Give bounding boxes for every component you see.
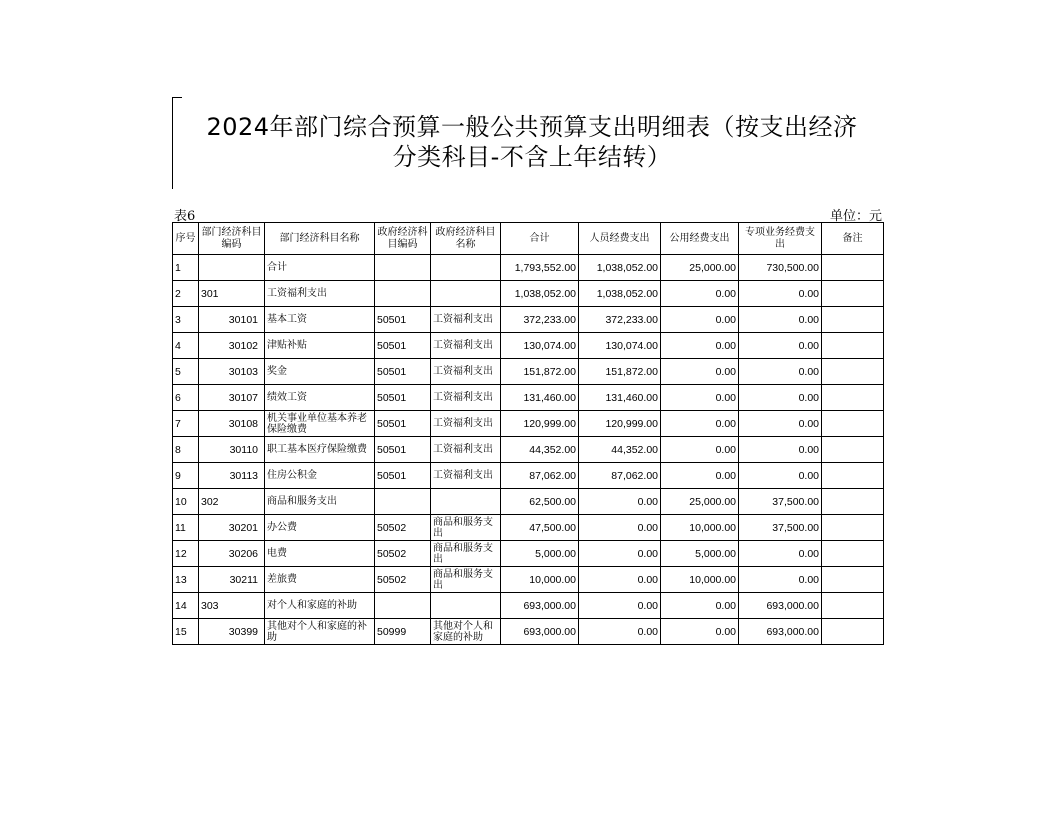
cell-remark [822,463,884,489]
cell-public: 25,000.00 [661,489,739,515]
cell-dept-name: 对个人和家庭的补助 [265,593,375,619]
table-row [173,307,884,333]
cell-personnel: 0.00 [579,619,661,645]
table-row [173,489,884,515]
budget-table [172,222,884,645]
cell-public: 0.00 [661,359,739,385]
table-header-row [173,223,884,255]
cell-special: 0.00 [739,463,822,489]
cell-personnel: 1,038,052.00 [579,281,661,307]
cell-gov-code: 50501 [375,437,431,463]
cell-seq: 15 [173,619,199,645]
cell-dept-name: 商品和服务支出 [265,489,375,515]
cell-public: 0.00 [661,619,739,645]
cell-gov-code: 50501 [375,385,431,411]
cell-special: 0.00 [739,359,822,385]
cell-seq: 9 [173,463,199,489]
cell-dept-code [199,255,265,281]
cell-total: 131,460.00 [501,385,579,411]
cell-dept-name: 职工基本医疗保险缴费 [265,437,375,463]
cell-total: 5,000.00 [501,541,579,567]
cell-gov-code: 50502 [375,515,431,541]
cell-gov-name: 工资福利支出 [431,411,501,437]
cell-seq: 1 [173,255,199,281]
cell-dept-code: 30103 [199,359,265,385]
cell-gov-name: 商品和服务支出 [431,515,501,541]
cell-remark [822,333,884,359]
cell-special: 37,500.00 [739,489,822,515]
cell-seq: 5 [173,359,199,385]
cell-personnel: 372,233.00 [579,307,661,333]
cell-gov-name: 工资福利支出 [431,385,501,411]
cell-personnel: 120,999.00 [579,411,661,437]
table-row [173,515,884,541]
cell-dept-code: 30108 [199,411,265,437]
header-gov-name: 政府经济科目名称 [431,223,501,255]
cell-dept-code: 30206 [199,541,265,567]
table-row [173,593,884,619]
cell-dept-code: 302 [199,489,265,515]
cell-dept-name: 机关事业单位基本养老保险缴费 [265,411,375,437]
cell-special: 0.00 [739,567,822,593]
page-title-line1: 2024年部门综合预算一般公共预算支出明细表（按支出经济 [206,113,858,141]
cell-total: 44,352.00 [501,437,579,463]
cell-dept-code: 30101 [199,307,265,333]
cell-seq: 11 [173,515,199,541]
cell-gov-code: 50501 [375,411,431,437]
cell-gov-code: 50999 [375,619,431,645]
cell-dept-name: 绩效工资 [265,385,375,411]
cell-personnel: 44,352.00 [579,437,661,463]
table-row [173,411,884,437]
table-row [173,333,884,359]
cell-seq: 8 [173,437,199,463]
cell-dept-code: 301 [199,281,265,307]
cell-gov-code: 50501 [375,307,431,333]
table-row [173,541,884,567]
cell-personnel: 151,872.00 [579,359,661,385]
cell-dept-code: 30201 [199,515,265,541]
cell-seq: 4 [173,333,199,359]
cell-gov-name [431,489,501,515]
page-title [176,112,888,172]
cell-public: 0.00 [661,593,739,619]
cell-gov-code [375,489,431,515]
cell-gov-name: 工资福利支出 [431,437,501,463]
cell-personnel: 131,460.00 [579,385,661,411]
cell-seq: 7 [173,411,199,437]
cell-special: 0.00 [739,307,822,333]
cell-personnel: 0.00 [579,567,661,593]
table-id: 表6 [174,209,196,224]
cell-total: 10,000.00 [501,567,579,593]
cell-public: 10,000.00 [661,515,739,541]
cell-special: 0.00 [739,333,822,359]
cell-personnel: 0.00 [579,541,661,567]
cell-remark [822,385,884,411]
cell-gov-name: 商品和服务支出 [431,541,501,567]
cell-gov-name: 其他对个人和家庭的补助 [431,619,501,645]
cell-dept-name: 其他对个人和家庭的补助 [265,619,375,645]
cell-public: 0.00 [661,411,739,437]
table-body [173,255,884,645]
cell-total: 1,038,052.00 [501,281,579,307]
cell-gov-code [375,255,431,281]
cell-special: 730,500.00 [739,255,822,281]
cell-total: 693,000.00 [501,619,579,645]
cell-dept-code: 30211 [199,567,265,593]
cell-gov-code: 50501 [375,333,431,359]
cell-special: 693,000.00 [739,593,822,619]
table-row [173,463,884,489]
cell-remark [822,567,884,593]
cell-public: 0.00 [661,437,739,463]
unit-label: 单位：元 [829,209,882,224]
cell-gov-name: 工资福利支出 [431,307,501,333]
cell-dept-code: 30110 [199,437,265,463]
cell-gov-name: 工资福利支出 [431,333,501,359]
cell-seq: 2 [173,281,199,307]
cell-gov-name: 工资福利支出 [431,463,501,489]
cell-public: 0.00 [661,333,739,359]
cell-gov-name: 商品和服务支出 [431,567,501,593]
cell-dept-code: 30113 [199,463,265,489]
cell-gov-code: 50502 [375,541,431,567]
cell-public: 0.00 [661,307,739,333]
cell-total: 693,000.00 [501,593,579,619]
cell-total: 87,062.00 [501,463,579,489]
cell-gov-code: 50502 [375,567,431,593]
header-remark: 备注 [822,223,884,255]
cell-personnel: 0.00 [579,593,661,619]
cell-gov-name [431,255,501,281]
header-total: 合计 [501,223,579,255]
cell-total: 62,500.00 [501,489,579,515]
cell-remark [822,411,884,437]
table-row [173,567,884,593]
cell-special: 0.00 [739,281,822,307]
cell-dept-name: 基本工资 [265,307,375,333]
header-special: 专项业务经费支出 [739,223,822,255]
cell-dept-name: 工资福利支出 [265,281,375,307]
cell-public: 10,000.00 [661,567,739,593]
cell-public: 0.00 [661,385,739,411]
table-row [173,385,884,411]
cell-personnel: 87,062.00 [579,463,661,489]
cell-remark [822,619,884,645]
cell-special: 0.00 [739,385,822,411]
cell-gov-name [431,593,501,619]
cell-remark [822,255,884,281]
cell-seq: 14 [173,593,199,619]
cell-dept-name: 住房公积金 [265,463,375,489]
cell-dept-code: 303 [199,593,265,619]
cell-special: 0.00 [739,541,822,567]
cell-gov-code [375,593,431,619]
cell-dept-name: 津贴补贴 [265,333,375,359]
cell-dept-code: 30107 [199,385,265,411]
cell-public: 5,000.00 [661,541,739,567]
cell-remark [822,281,884,307]
cell-public: 25,000.00 [661,255,739,281]
cell-public: 0.00 [661,281,739,307]
cell-remark [822,489,884,515]
cell-remark [822,307,884,333]
table-row [173,437,884,463]
cell-personnel: 130,074.00 [579,333,661,359]
header-personnel: 人员经费支出 [579,223,661,255]
cell-dept-name: 差旅费 [265,567,375,593]
cell-special: 0.00 [739,411,822,437]
cell-seq: 3 [173,307,199,333]
cell-remark [822,437,884,463]
table-row [173,619,884,645]
table-row [173,359,884,385]
page-title-line2: 分类科目-不含上年结转） [392,143,672,171]
cell-dept-code: 30102 [199,333,265,359]
cell-special: 0.00 [739,437,822,463]
table-row [173,281,884,307]
header-dept-name: 部门经济科目名称 [265,223,375,255]
cell-total: 1,793,552.00 [501,255,579,281]
cell-dept-name: 办公费 [265,515,375,541]
cell-total: 372,233.00 [501,307,579,333]
cell-gov-code [375,281,431,307]
cell-remark [822,359,884,385]
cell-public: 0.00 [661,463,739,489]
cell-dept-name: 奖金 [265,359,375,385]
cell-total: 47,500.00 [501,515,579,541]
cell-remark [822,541,884,567]
title-top-border [172,97,182,98]
cell-gov-name: 工资福利支出 [431,359,501,385]
cell-personnel: 0.00 [579,489,661,515]
cell-total: 120,999.00 [501,411,579,437]
cell-seq: 6 [173,385,199,411]
cell-personnel: 0.00 [579,515,661,541]
cell-remark [822,593,884,619]
cell-personnel: 1,038,052.00 [579,255,661,281]
table-row [173,255,884,281]
cell-seq: 12 [173,541,199,567]
header-seq: 序号 [173,223,199,255]
cell-special: 693,000.00 [739,619,822,645]
cell-remark [822,515,884,541]
cell-dept-code: 30399 [199,619,265,645]
cell-gov-code: 50501 [375,463,431,489]
cell-gov-name [431,281,501,307]
title-left-border [172,97,173,189]
cell-dept-name: 电费 [265,541,375,567]
cell-seq: 10 [173,489,199,515]
cell-total: 130,074.00 [501,333,579,359]
header-gov-code: 政府经济科目编码 [375,223,431,255]
cell-dept-name: 合计 [265,255,375,281]
cell-total: 151,872.00 [501,359,579,385]
header-dept-code: 部门经济科目编码 [199,223,265,255]
cell-gov-code: 50501 [375,359,431,385]
cell-special: 37,500.00 [739,515,822,541]
cell-seq: 13 [173,567,199,593]
header-public: 公用经费支出 [661,223,739,255]
